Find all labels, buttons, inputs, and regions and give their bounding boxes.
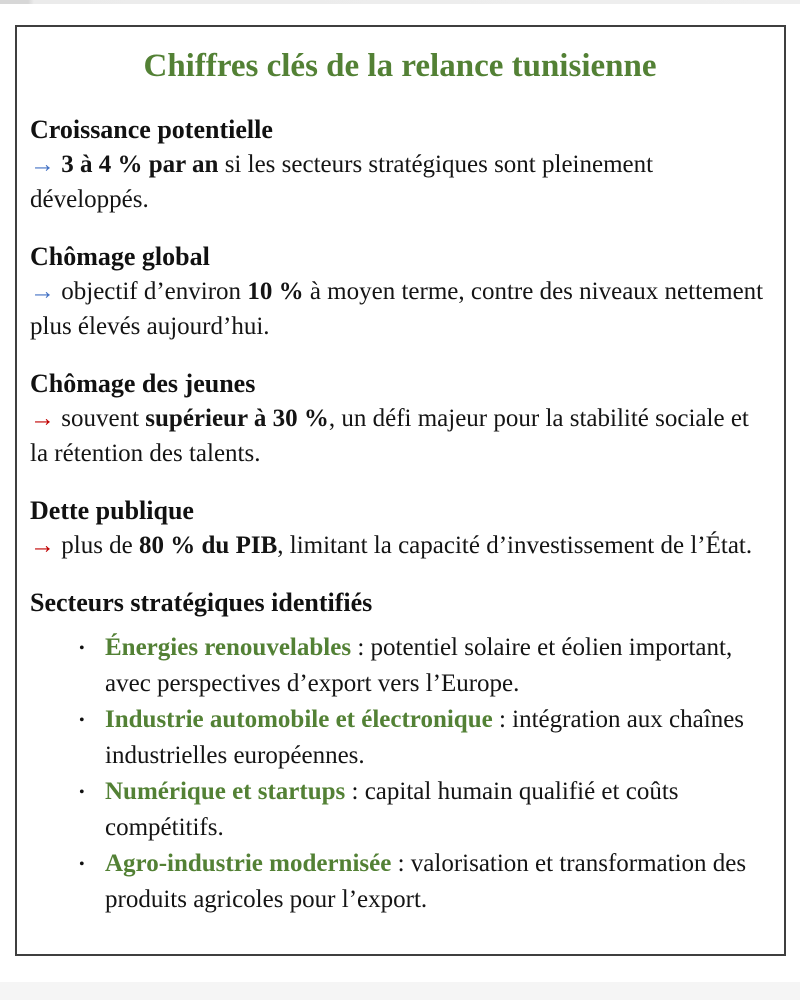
right-arrow-icon: → [30, 151, 62, 178]
section-text [30, 147, 770, 217]
bullet-icon: • [79, 856, 85, 873]
sector-list [30, 630, 770, 918]
section-heading: Secteurs stratégiques identifiés [30, 588, 373, 617]
page-title: Chiffres clés de la relance tunisienne [143, 48, 657, 84]
text-post: , limitant la capacité d’investissement de l’État. [277, 532, 753, 559]
text-post: si les secteurs stratégiques sont pleinement développés. [30, 151, 654, 213]
list-item [79, 630, 770, 702]
top-edge-bar [0, 0, 800, 4]
section-chomage-global [30, 239, 770, 344]
key-figures-box [15, 25, 786, 956]
list-item [79, 774, 770, 846]
sector-term: Énergies renouvelables [105, 634, 352, 661]
text-bold: 80 % du PIB [139, 532, 278, 559]
sector-desc: : capital humain qualifié et coûts compétitifs. [105, 778, 679, 841]
right-arrow-icon: → [30, 405, 62, 432]
text-post: , un défi majeur pour la stabilité sociale et la rétention des talents. [30, 405, 749, 467]
right-arrow-icon: → [30, 532, 62, 559]
text-pre: souvent [61, 405, 146, 432]
section-text [30, 528, 770, 563]
bullet-icon: • [79, 640, 85, 657]
text-pre: objectif d’environ [61, 278, 248, 305]
text-bold: 10 % [247, 278, 304, 305]
bottom-edge-bar [0, 982, 800, 1000]
sector-desc: : valorisation et transformation des produits agricoles pour l’export. [105, 850, 747, 913]
section-heading: Chômage global [30, 242, 210, 271]
bullet-icon: • [79, 712, 85, 729]
section-heading: Dette publique [30, 496, 194, 525]
sector-term: Industrie automobile et électronique [105, 706, 493, 733]
sector-desc: : intégration aux chaînes industrielles européennes. [105, 706, 745, 769]
text-pre: plus de [61, 532, 140, 559]
section-secteurs [30, 585, 770, 918]
sector-desc: : potentiel solaire et éolien important, avec perspectives d’export vers l’Europe. [105, 634, 733, 697]
section-dette-publique [30, 493, 770, 563]
text-post: à moyen terme, contre des niveaux nettement plus élevés aujourd’hui. [30, 278, 764, 340]
section-croissance [30, 112, 770, 217]
sector-term: Numérique et startups [105, 778, 346, 805]
section-text [30, 274, 770, 344]
sector-term: Agro-industrie modernisée [105, 850, 392, 877]
section-chomage-jeunes [30, 366, 770, 471]
bullet-icon: • [79, 784, 85, 801]
text-bold: 3 à 4 % par an [61, 151, 219, 178]
list-item [79, 702, 770, 774]
list-item [79, 846, 770, 918]
right-arrow-icon: → [30, 278, 62, 305]
section-text [30, 401, 770, 471]
text-bold: supérieur à 30 % [145, 405, 329, 432]
section-heading: Croissance potentielle [30, 115, 273, 144]
section-heading: Chômage des jeunes [30, 369, 256, 398]
